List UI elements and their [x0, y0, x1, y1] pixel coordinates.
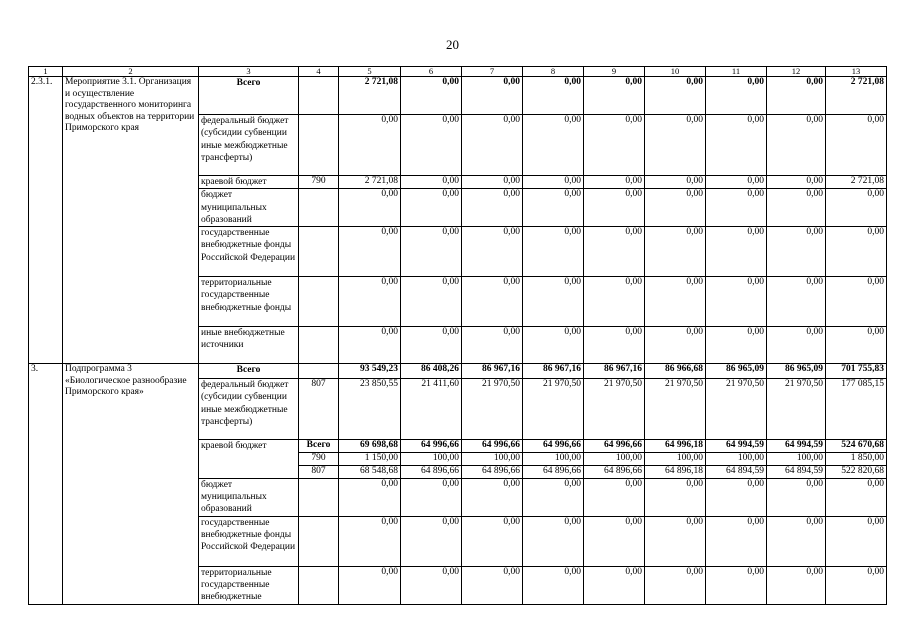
budget-table	[28, 66, 887, 605]
column-number: 6	[401, 67, 462, 77]
value-cell: 0,00	[523, 327, 584, 364]
value-cell: 86 408,26	[401, 364, 462, 379]
value-cell: 1 850,00	[826, 453, 887, 466]
section-title: Подпрограмма 3 «Биологическое разнообразие Приморского края»	[63, 364, 199, 604]
value-cell: 2 721,08	[826, 176, 887, 189]
budget-code	[299, 227, 339, 277]
value-cell: 0,00	[462, 77, 523, 115]
funding-source: Всего	[199, 77, 299, 115]
value-cell: 21 970,50	[706, 379, 767, 440]
value-cell: 0,00	[339, 227, 401, 277]
value-cell: 0,00	[462, 115, 523, 176]
value-cell: 0,00	[706, 478, 767, 516]
funding-source: краевой бюджет	[199, 440, 299, 479]
value-cell: 0,00	[706, 189, 767, 227]
column-number-row	[29, 67, 887, 77]
value-cell: 0,00	[339, 566, 401, 604]
value-cell: 0,00	[584, 566, 645, 604]
value-cell: 100,00	[523, 453, 584, 466]
value-cell: 0,00	[645, 566, 706, 604]
value-cell: 21 411,60	[401, 379, 462, 440]
column-number: 7	[462, 67, 523, 77]
value-cell: 0,00	[826, 115, 887, 176]
budget-code: 790	[299, 176, 339, 189]
value-cell: 0,00	[339, 516, 401, 566]
value-cell: 100,00	[706, 453, 767, 466]
value-cell: 524 670,68	[826, 440, 887, 453]
value-cell: 2 721,08	[826, 77, 887, 115]
budget-code	[299, 189, 339, 227]
column-number: 4	[299, 67, 339, 77]
funding-source: Всего	[199, 364, 299, 379]
value-cell: 0,00	[523, 115, 584, 176]
value-cell: 21 970,50	[767, 379, 826, 440]
funding-source: краевой бюджет	[199, 176, 299, 189]
value-cell: 0,00	[339, 277, 401, 327]
value-cell: 0,00	[401, 478, 462, 516]
value-cell: 0,00	[401, 189, 462, 227]
value-cell: 64 996,66	[584, 440, 645, 453]
value-cell: 0,00	[401, 327, 462, 364]
value-cell: 0,00	[401, 176, 462, 189]
value-cell: 0,00	[523, 516, 584, 566]
funding-source: государственные внебюджетные фонды Российской Федерации	[199, 516, 299, 566]
value-cell: 21 970,50	[462, 379, 523, 440]
value-cell: 0,00	[767, 478, 826, 516]
budget-code	[299, 277, 339, 327]
value-cell: 522 820,68	[826, 465, 887, 478]
value-cell: 0,00	[523, 478, 584, 516]
value-cell: 0,00	[767, 516, 826, 566]
budget-code	[299, 566, 339, 604]
value-cell: 0,00	[767, 189, 826, 227]
value-cell: 0,00	[584, 277, 645, 327]
value-cell: 86 965,09	[706, 364, 767, 379]
budget-code	[299, 77, 339, 115]
value-cell: 0,00	[584, 176, 645, 189]
value-cell: 64 996,66	[401, 440, 462, 453]
value-cell: 0,00	[706, 516, 767, 566]
value-cell: 64 996,66	[462, 440, 523, 453]
value-cell: 0,00	[826, 516, 887, 566]
value-cell: 86 966,68	[645, 364, 706, 379]
value-cell: 0,00	[523, 189, 584, 227]
column-number: 13	[826, 67, 887, 77]
value-cell: 1 150,00	[339, 453, 401, 466]
budget-code	[299, 478, 339, 516]
value-cell: 0,00	[706, 176, 767, 189]
funding-source: государственные внебюджетные фонды Российской Федерации	[199, 227, 299, 277]
budget-code: 807	[299, 379, 339, 440]
value-cell: 0,00	[645, 77, 706, 115]
value-cell: 64 996,66	[523, 440, 584, 453]
value-cell: 64 894,59	[767, 465, 826, 478]
value-cell: 86 967,16	[523, 364, 584, 379]
value-cell: 0,00	[462, 227, 523, 277]
value-cell: 0,00	[645, 227, 706, 277]
value-cell: 0,00	[706, 115, 767, 176]
value-cell: 0,00	[584, 227, 645, 277]
value-cell: 701 755,83	[826, 364, 887, 379]
value-cell: 100,00	[584, 453, 645, 466]
value-cell: 100,00	[767, 453, 826, 466]
value-cell: 0,00	[645, 176, 706, 189]
section-id: 3.	[29, 364, 63, 604]
column-number: 1	[29, 67, 63, 77]
value-cell: 0,00	[706, 227, 767, 277]
budget-code	[299, 115, 339, 176]
value-cell: 0,00	[401, 277, 462, 327]
value-cell: 0,00	[584, 516, 645, 566]
value-cell: 93 549,23	[339, 364, 401, 379]
value-cell: 64 896,18	[645, 465, 706, 478]
value-cell: 86 967,16	[462, 364, 523, 379]
funding-source: территориальные государственные внебюджетные фонды	[199, 277, 299, 327]
value-cell: 64 896,66	[523, 465, 584, 478]
value-cell: 0,00	[401, 516, 462, 566]
table-row	[29, 77, 887, 115]
value-cell: 2 721,08	[339, 77, 401, 115]
value-cell: 0,00	[584, 478, 645, 516]
funding-source: бюджет муниципальных образований	[199, 478, 299, 516]
budget-code	[299, 516, 339, 566]
value-cell: 0,00	[584, 77, 645, 115]
budget-code: 790	[299, 453, 339, 466]
value-cell: 0,00	[462, 566, 523, 604]
funding-source: федеральный бюджет (субсидии субвенции иные межбюджетные трансферты)	[199, 379, 299, 440]
value-cell: 0,00	[523, 227, 584, 277]
value-cell: 0,00	[645, 189, 706, 227]
value-cell: 0,00	[767, 566, 826, 604]
value-cell: 0,00	[584, 115, 645, 176]
value-cell: 100,00	[645, 453, 706, 466]
value-cell: 0,00	[826, 277, 887, 327]
value-cell: 0,00	[523, 176, 584, 189]
value-cell: 0,00	[462, 176, 523, 189]
column-number: 8	[523, 67, 584, 77]
value-cell: 0,00	[523, 566, 584, 604]
value-cell: 21 970,50	[645, 379, 706, 440]
value-cell: 0,00	[645, 115, 706, 176]
value-cell: 0,00	[706, 277, 767, 327]
value-cell: 68 548,68	[339, 465, 401, 478]
value-cell: 0,00	[584, 327, 645, 364]
value-cell: 0,00	[401, 227, 462, 277]
value-cell: 0,00	[826, 327, 887, 364]
value-cell: 0,00	[645, 327, 706, 364]
value-cell: 0,00	[767, 277, 826, 327]
value-cell: 0,00	[767, 227, 826, 277]
value-cell: 0,00	[706, 77, 767, 115]
column-number: 2	[63, 67, 199, 77]
value-cell: 0,00	[645, 277, 706, 327]
funding-source: бюджет муниципальных образований	[199, 189, 299, 227]
value-cell: 0,00	[401, 566, 462, 604]
value-cell: 0,00	[339, 327, 401, 364]
value-cell: 2 721,08	[339, 176, 401, 189]
value-cell: 0,00	[826, 566, 887, 604]
value-cell: 64 896,66	[462, 465, 523, 478]
value-cell: 0,00	[462, 189, 523, 227]
value-cell: 23 850,55	[339, 379, 401, 440]
column-number: 10	[645, 67, 706, 77]
value-cell: 64 896,66	[584, 465, 645, 478]
value-cell: 64 996,18	[645, 440, 706, 453]
value-cell: 0,00	[339, 478, 401, 516]
funding-source: территориальные государственные внебюджетные	[199, 566, 299, 604]
budget-code	[299, 364, 339, 379]
value-cell: 0,00	[523, 277, 584, 327]
value-cell: 0,00	[645, 478, 706, 516]
value-cell: 0,00	[523, 77, 584, 115]
value-cell: 177 085,15	[826, 379, 887, 440]
column-number: 5	[339, 67, 401, 77]
column-number: 12	[767, 67, 826, 77]
value-cell: 0,00	[401, 115, 462, 176]
value-cell: 0,00	[462, 478, 523, 516]
funding-source: федеральный бюджет (субсидии субвенции иные межбюджетные трансферты)	[199, 115, 299, 176]
budget-code	[299, 327, 339, 364]
value-cell: 0,00	[767, 77, 826, 115]
value-cell: 69 698,68	[339, 440, 401, 453]
value-cell: 0,00	[767, 115, 826, 176]
funding-source: иные внебюджетные источники	[199, 327, 299, 364]
value-cell: 0,00	[462, 277, 523, 327]
value-cell: 86 965,09	[767, 364, 826, 379]
value-cell: 0,00	[767, 176, 826, 189]
value-cell: 100,00	[401, 453, 462, 466]
section-id: 2.3.1.	[29, 77, 63, 364]
section-title: Мероприятие 3.1. Организация и осуществление государственного мониторинга водных объектов на территории Приморского края	[63, 77, 199, 364]
page-number: 20	[446, 37, 459, 52]
value-cell: 64 894,59	[706, 465, 767, 478]
value-cell: 64 896,66	[401, 465, 462, 478]
value-cell: 64 994,59	[706, 440, 767, 453]
value-cell: 0,00	[401, 77, 462, 115]
budget-code: 807	[299, 465, 339, 478]
value-cell: 0,00	[826, 478, 887, 516]
value-cell: 21 970,50	[584, 379, 645, 440]
value-cell: 0,00	[339, 189, 401, 227]
value-cell: 0,00	[826, 189, 887, 227]
value-cell: 64 994,59	[767, 440, 826, 453]
column-number: 3	[199, 67, 299, 77]
value-cell: 0,00	[706, 566, 767, 604]
value-cell: 21 970,50	[523, 379, 584, 440]
value-cell: 0,00	[645, 516, 706, 566]
value-cell: 100,00	[462, 453, 523, 466]
value-cell: 0,00	[767, 327, 826, 364]
table-row	[29, 364, 887, 379]
value-cell: 0,00	[826, 227, 887, 277]
value-cell: 86 967,16	[584, 364, 645, 379]
value-cell: 0,00	[462, 327, 523, 364]
budget-code: Всего	[299, 440, 339, 453]
budget-table-body	[29, 67, 887, 605]
column-number: 11	[706, 67, 767, 77]
value-cell: 0,00	[462, 516, 523, 566]
column-number: 9	[584, 67, 645, 77]
value-cell: 0,00	[706, 327, 767, 364]
value-cell: 0,00	[584, 189, 645, 227]
value-cell: 0,00	[339, 115, 401, 176]
